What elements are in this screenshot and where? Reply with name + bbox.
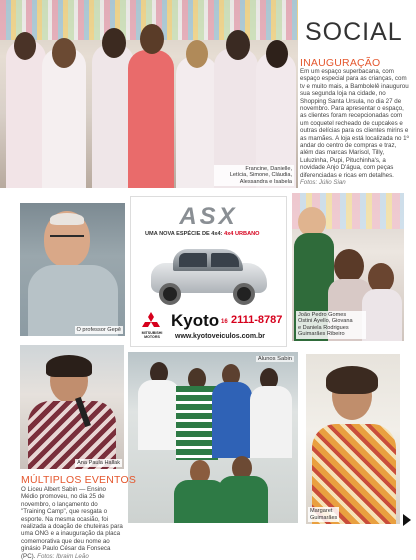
- car-image: [145, 241, 273, 305]
- ad-brand: MITSUBISHI MOTORS: [141, 331, 163, 339]
- inauguracao-body: Em um espaço superbacana, com espaço especial para as crianças, com tv e muito mais, a Bambolelê inaugurou sua segunda loja na cidade, no Shopping Santa Ursula, no dia 27 de novembro. Para apresentar o espaço, as clientes foram recepcionadas com um coquetel recheado de cupcakes e outras delícias para os clientes mirins e as mamães. A loja está localizada no 1º andar do centro de compras e traz, além das marcas Marisol, Tilly, Luluzinha, Pupi, Pituchinha's, a novidade Anjo D'água, com peças diferenciadas e ricas em detalhes.: [300, 68, 409, 179]
- margaret-caption: [308, 507, 339, 522]
- ad-phone: 2111-8787: [231, 314, 283, 326]
- caption-line: Guimarães: [310, 514, 338, 521]
- ad-model: ASX: [179, 203, 238, 230]
- ad-area-code: 16: [221, 319, 228, 325]
- store-photo-caption: [214, 165, 294, 186]
- margaret-photo: [306, 354, 400, 524]
- caption-text: Ana Paula Hallak: [77, 459, 120, 466]
- ad-website[interactable]: www.kyotoveiculos.com.br: [175, 333, 265, 340]
- caption-line: Alessandra e Isabela: [239, 178, 292, 185]
- ad-tagline: [145, 231, 260, 237]
- store-group-photo: [0, 0, 298, 188]
- professor-photo: [20, 203, 125, 336]
- kids-photo: [292, 193, 404, 341]
- next-page-arrow-icon[interactable]: [403, 514, 411, 526]
- caption-line: Letícia, Simone, Cláudia,: [229, 172, 292, 179]
- alunos-label: Alunos Sabin: [257, 356, 292, 362]
- inauguracao-text: [300, 68, 410, 187]
- eventos-body: O Liceu Albert Sabin — Ensino Médio promoveu, no dia 25 de novembro, o lançamento do "Training Camp", que resgata o esporte. Na mesma ocasião, foi realizada a doação de chuteiras para uma ONG e a inauguração da placa comemorativa que deu nome ao ginásio Paulo César da Fonseca (PC).: [21, 486, 123, 560]
- professor-caption: [75, 326, 123, 334]
- eventos-text: [21, 486, 123, 560]
- ana-photo: [20, 345, 124, 469]
- mitsubishi-logo-icon: [141, 311, 161, 331]
- caption-line: Guimarães Ribeiro: [298, 331, 345, 338]
- caption-line: Francine, Danielle,: [245, 165, 292, 172]
- caption-line: João Pedro Gomes: [298, 312, 347, 318]
- ad-dealer: Kyoto: [171, 311, 220, 330]
- eventos-heading: MÚLTIPLOS EVENTOS: [21, 474, 137, 486]
- caption-line: e Daniela Rodrigues: [298, 324, 349, 331]
- section-title: SOCIAL: [305, 18, 403, 46]
- inauguracao-heading: INAUGURAÇÃO: [300, 57, 381, 69]
- photo-credit: Fotos: Júlio Sian: [300, 179, 346, 187]
- ad-tagline-b: 4x4 URBANO: [224, 231, 260, 237]
- caption-text: O professor Gepê: [76, 326, 121, 333]
- ana-caption: [75, 459, 122, 467]
- students-photo: [128, 352, 298, 523]
- ad-tagline-a: UMA NOVA ESPÉCIE DE 4x4:: [145, 231, 223, 237]
- caption-line: Ostini Ayello, Giovana: [298, 318, 353, 325]
- photo-credit: Fotos: Ibraim Leão: [37, 552, 89, 560]
- kids-caption: [296, 311, 366, 339]
- caption-line: Margaret: [310, 508, 333, 515]
- kyoto-ad[interactable]: [130, 196, 287, 347]
